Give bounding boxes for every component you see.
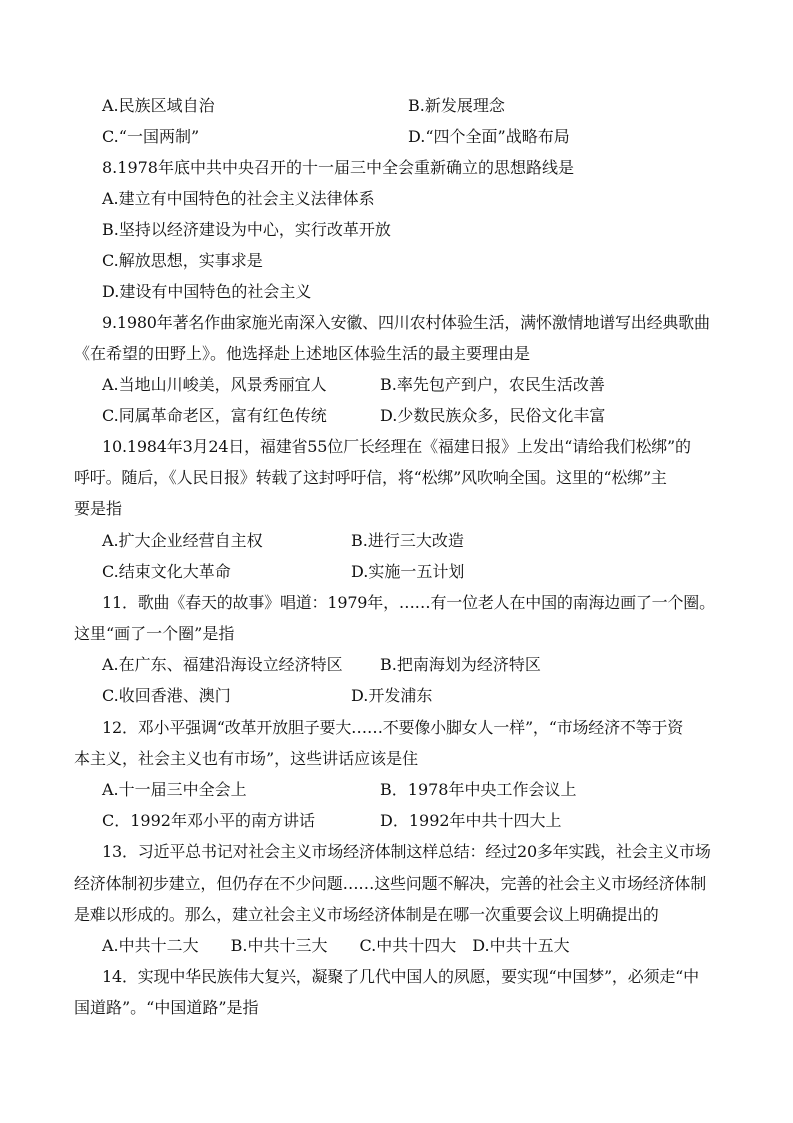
- question-9-stem: 9.1980年著名作曲家施光南深入安徽、四川农村体验生活，满怀激情地谱写出经典歌曲: [102, 313, 710, 332]
- question-10-stem: 10.1984年3月24日，福建省55位厂长经理在《福建日报》上发出“请给我们松绑”的: [102, 437, 691, 456]
- option-12d: D．1992年中共十四大上: [380, 811, 562, 830]
- question-8-stem: 8.1978年底中共中央召开的十一届三中全会重新确立的思想路线是: [102, 158, 574, 177]
- option-8d: D.建设有中国特色的社会主义: [102, 282, 312, 301]
- options-13: A.中共十二大 B.中共十三大 C.中共十四大 D.中共十五大: [102, 936, 570, 955]
- question-10-stem-cont: 呼吁。随后，《人民日报》转载了这封呼吁信，将“松绑”风吹响全国。这里的“松绑”主: [74, 468, 667, 487]
- option-10b: B.进行三大改造: [351, 531, 464, 550]
- question-12-stem: 12．邓小平强调“改革开放胆子要大……不要像小脚女人一样”，“市场经济不等于资: [102, 718, 684, 737]
- question-13-stem-cont: 经济体制初步建立，但仍存在不少问题……这些问题不解决，完善的社会主义市场经济体制: [74, 874, 707, 893]
- option-9c: C.同属革命老区，富有红色传统: [102, 406, 327, 425]
- question-9-stem-cont: 《在希望的田野上》。他选择赴上述地区体验生活的最主要理由是: [74, 344, 531, 363]
- option-10a: A.扩大企业经营自主权: [102, 531, 263, 550]
- question-13-stem-cont2: 是难以形成的。那么，建立社会主义市场经济体制是在哪一次重要会议上明确提出的: [74, 905, 659, 924]
- option-12a: A.十一届三中全会上: [102, 780, 247, 799]
- option-7d: D.“四个全面”战略布局: [408, 127, 570, 146]
- question-11-stem-cont: 这里“画了一个圈”是指: [74, 624, 235, 643]
- question-10-stem-cont2: 要是指: [74, 499, 123, 518]
- option-10c: C.结束文化大革命: [102, 562, 231, 581]
- option-8b: B.坚持以经济建设为中心，实行改革开放: [102, 220, 391, 239]
- option-9b: B.率先包产到户，农民生活改善: [380, 375, 605, 394]
- option-11d: D.开发浦东: [351, 686, 433, 705]
- option-7b: B.新发展理念: [408, 96, 505, 115]
- option-12b: B．1978年中央工作会议上: [380, 780, 577, 799]
- option-7c: C.“一国两制”: [102, 127, 200, 146]
- question-13-stem: 13．习近平总书记对社会主义市场经济体制这样总结：经过20多年实践，社会主义市场: [102, 842, 711, 861]
- question-14-stem-cont: 国道路”。“中国道路”是指: [74, 998, 259, 1017]
- option-8a: A.建立有中国特色的社会主义法律体系: [102, 189, 375, 208]
- option-7a: A.民族区域自治: [102, 96, 215, 115]
- option-11b: B.把南海划为经济特区: [380, 655, 541, 674]
- question-14-stem: 14．实现中华民族伟大复兴，凝聚了几代中国人的夙愿，要实现“中国梦”，必须走“中: [102, 967, 699, 986]
- option-8c: C.解放思想，实事求是: [102, 251, 263, 270]
- option-11a: A.在广东、福建沿海设立经济特区: [102, 655, 343, 674]
- option-11c: C.收回香港、澳门: [102, 686, 231, 705]
- option-12c: C．1992年邓小平的南方讲话: [102, 811, 315, 830]
- option-10d: D.实施一五计划: [351, 562, 465, 581]
- question-11-stem: 11．歌曲《春天的故事》唱道：1979年，……有一位老人在中国的南海边画了一个圈。: [102, 593, 715, 612]
- option-9d: D.少数民族众多，民俗文化丰富: [380, 406, 606, 425]
- option-9a: A.当地山川峻美，风景秀丽宜人: [102, 375, 327, 394]
- question-12-stem-cont: 本主义，社会主义也有市场”，这些讲话应该是住: [74, 749, 419, 768]
